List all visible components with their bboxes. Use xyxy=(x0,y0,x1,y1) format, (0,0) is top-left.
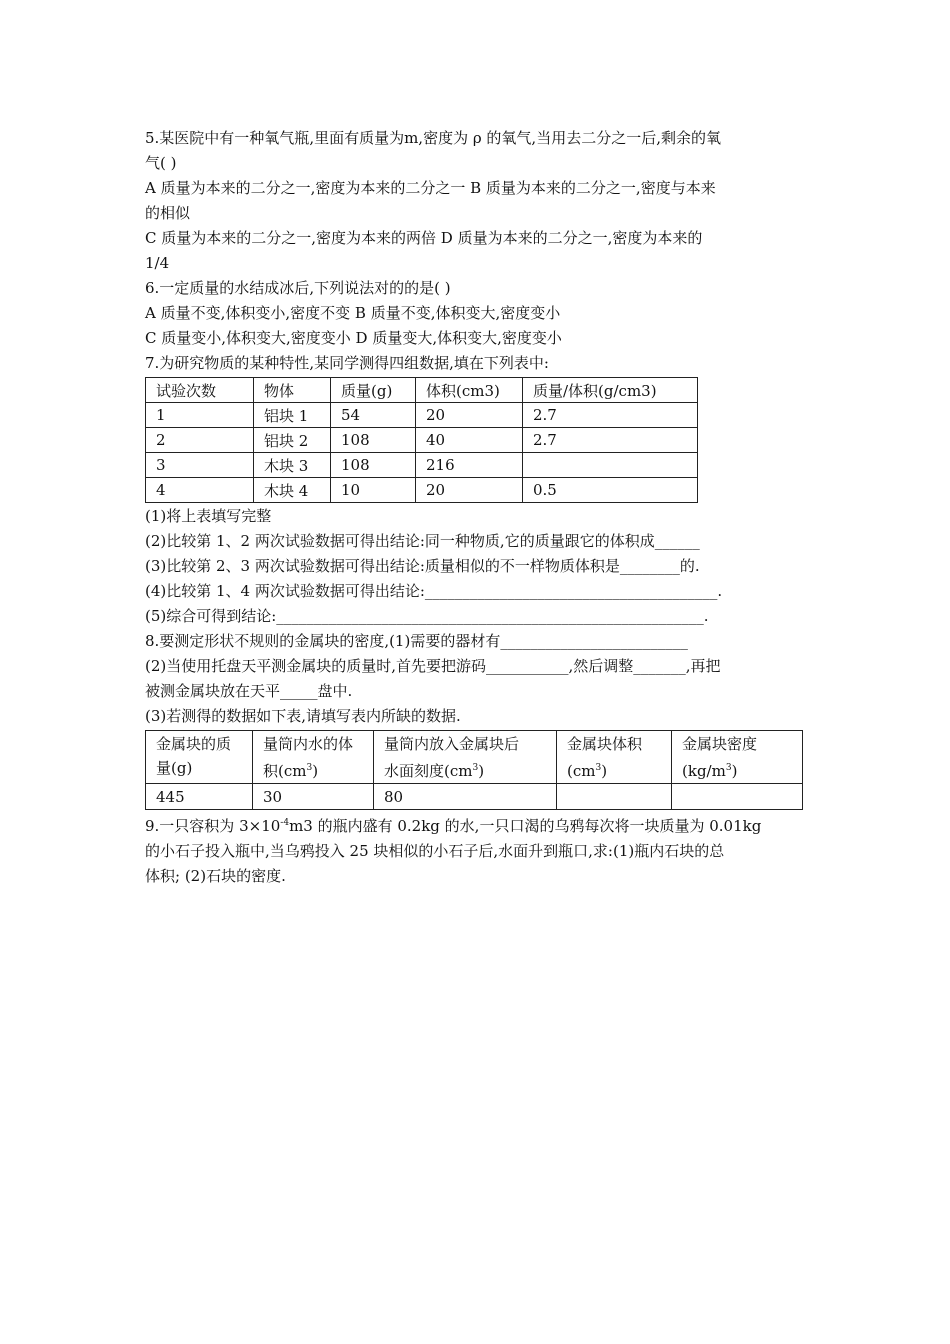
q8-sub-2-line-2: 被测金属块放在天平_____盘中. xyxy=(145,682,353,700)
table-cell: 108 xyxy=(331,428,416,453)
table-header-cell: 质量/体积(g/cm3) xyxy=(523,378,698,403)
question-9 xyxy=(145,811,810,889)
q7-sub-1: (1)将上表填写完整 xyxy=(145,507,272,525)
q7-stem: 7.为研究物质的某种特性,某同学测得四组数据,填在下列表中: xyxy=(145,354,549,372)
table-header-row xyxy=(146,731,803,784)
header-line: 量筒内水的体 xyxy=(263,735,354,753)
header-line: 金属块体积 xyxy=(567,735,643,753)
q6-option-c-d: C 质量变小,体积变大,密度变小 D 质量变大,体积变大,密度变小 xyxy=(145,329,562,347)
q9-line-1 xyxy=(145,811,810,839)
table-cell-blank[interactable] xyxy=(557,784,672,810)
q5-stem-line-1: 5.某医院中有一种氧气瓶,里面有质量为m,密度为 ρ 的氧气,当用去二分之一后,剩余的氧 xyxy=(145,129,721,147)
table-cell: 2 xyxy=(146,428,254,453)
table-cell-blank[interactable] xyxy=(672,784,803,810)
superscript: 3 xyxy=(306,763,313,773)
table-cell: 2.7 xyxy=(523,403,698,428)
header-line: 积(cm xyxy=(263,762,307,780)
table-cell: 20 xyxy=(416,478,523,503)
q5-option-d-cont: 1/4 xyxy=(145,254,170,272)
question-8 xyxy=(145,629,810,810)
q7-sub-2: (2)比较第 1、2 两次试验数据可得出结论:同一种物质,它的质量跟它的体积成______ xyxy=(145,532,700,550)
question-7 xyxy=(145,351,810,629)
q5-option-a-b: A 质量为本来的二分之一,密度为本来的二分之一 B 质量为本来的二分之一,密度与本来 xyxy=(145,179,716,197)
header-line: (cm xyxy=(567,762,596,780)
q9-text: 9.一只容积为 3×10 xyxy=(145,817,281,835)
header-line: (kg/m xyxy=(682,762,726,780)
q7-sub-4: (4)比较第 1、4 两次试验数据可得出结论:_______________________________________. xyxy=(145,582,723,600)
q5-stem-line-2: 气( ) xyxy=(145,154,177,172)
header-line: 量(g) xyxy=(156,759,193,777)
q6-stem: 6.一定质量的水结成冰后,下列说法对的的是( ) xyxy=(145,279,451,297)
q5-option-c-d: C 质量为本来的二分之一,密度为本来的两倍 D 质量为本来的二分之一,密度为本来的 xyxy=(145,229,703,247)
table-header-cell xyxy=(672,731,803,784)
table-cell: 1 xyxy=(146,403,254,428)
table-header-cell xyxy=(374,731,557,784)
q6-option-a-b: A 质量不变,体积变小,密度不变 B 质量不变,体积变大,密度变小 xyxy=(145,304,561,322)
q8-data-table xyxy=(145,730,803,810)
table-header-cell: 质量(g) xyxy=(331,378,416,403)
q8-stem: 8.要测定形状不规则的金属块的密度,(1)需要的器材有_________________________ xyxy=(145,632,688,650)
q8-sub-3: (3)若测得的数据如下表,请填写表内所缺的数据. xyxy=(145,707,461,725)
table-row xyxy=(146,403,698,428)
q7-data-table xyxy=(145,377,698,503)
table-cell: 445 xyxy=(146,784,253,810)
header-line: 量筒内放入金属块后 xyxy=(384,735,520,753)
q7-sub-3: (3)比较第 2、3 两次试验数据可得出结论:质量相似的不一样物质体积是________的. xyxy=(145,557,700,575)
table-row xyxy=(146,453,698,478)
table-header-cell: 试验次数 xyxy=(146,378,254,403)
q8-sub-2-line-1: (2)当使用托盘天平测金属块的质量时,首先要把游码___________,然后调整_______,再把 xyxy=(145,657,721,675)
q9-text: m3 的瓶内盛有 0.2kg 的水,一只口渴的乌鸦每次将一块质量为 0.01kg xyxy=(289,817,762,835)
table-cell-blank[interactable] xyxy=(523,453,698,478)
table-cell: 木块 4 xyxy=(254,478,331,503)
superscript: -4 xyxy=(280,818,290,828)
table-cell: 20 xyxy=(416,403,523,428)
header-line: ) xyxy=(312,762,319,780)
superscript: 3 xyxy=(472,763,479,773)
q7-sub-5: (5)综合可得到结论:_________________________________________________________. xyxy=(145,607,709,625)
superscript: 3 xyxy=(725,763,732,773)
question-5 xyxy=(145,126,810,276)
table-cell: 铝块 1 xyxy=(254,403,331,428)
table-row xyxy=(146,784,803,810)
question-6 xyxy=(145,276,810,351)
superscript: 3 xyxy=(595,763,602,773)
header-line: ) xyxy=(478,762,485,780)
table-cell: 10 xyxy=(331,478,416,503)
q9-line-3: 体积; (2)石块的密度. xyxy=(145,867,286,885)
header-line: 金属块的质 xyxy=(156,735,232,753)
table-cell: 4 xyxy=(146,478,254,503)
table-header-cell xyxy=(557,731,672,784)
table-row xyxy=(146,478,698,503)
table-header-cell: 物体 xyxy=(254,378,331,403)
header-line: 金属块密度 xyxy=(682,735,758,753)
table-cell: 40 xyxy=(416,428,523,453)
table-cell: 80 xyxy=(374,784,557,810)
table-row xyxy=(146,428,698,453)
header-line: ) xyxy=(601,762,608,780)
table-header-cell: 体积(cm3) xyxy=(416,378,523,403)
worksheet xyxy=(145,126,810,889)
table-cell: 3 xyxy=(146,453,254,478)
header-line: 水面刻度(cm xyxy=(384,762,473,780)
table-header-row xyxy=(146,378,698,403)
table-cell: 108 xyxy=(331,453,416,478)
q5-option-b-cont: 的相似 xyxy=(145,204,191,222)
q9-line-2: 的小石子投入瓶中,当乌鸦投入 25 块相似的小石子后,水面升到瓶口,求:(1)瓶内石块的总 xyxy=(145,842,725,860)
header-line: ) xyxy=(731,762,738,780)
table-cell: 木块 3 xyxy=(254,453,331,478)
table-header-cell xyxy=(253,731,374,784)
table-cell: 54 xyxy=(331,403,416,428)
table-cell: 216 xyxy=(416,453,523,478)
table-header-cell xyxy=(146,731,253,784)
table-cell: 0.5 xyxy=(523,478,698,503)
table-cell: 30 xyxy=(253,784,374,810)
table-cell: 2.7 xyxy=(523,428,698,453)
table-cell: 铝块 2 xyxy=(254,428,331,453)
